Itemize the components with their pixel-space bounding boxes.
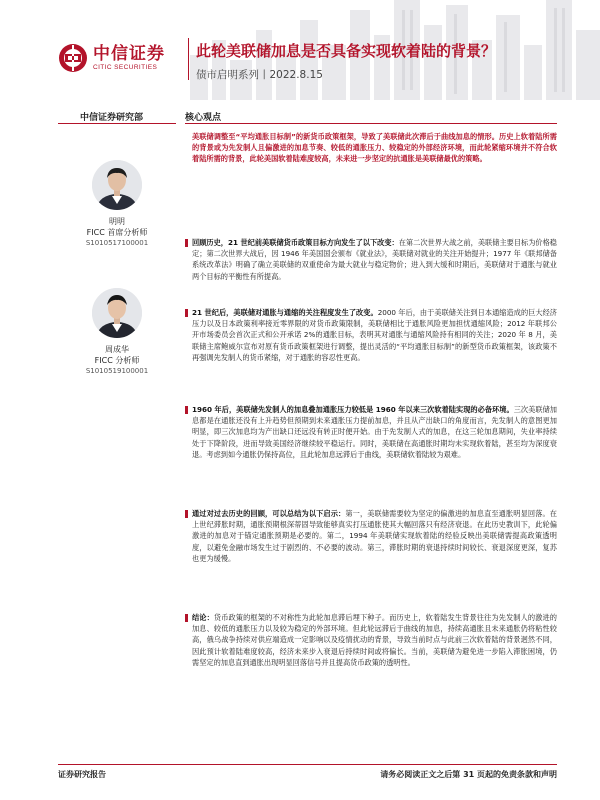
analyst-name: 明明: [109, 217, 125, 226]
analyst-role: FICC 首席分析师: [86, 228, 148, 237]
institute-label: 中信证券研究部: [80, 113, 144, 123]
key-point-lead: 结论：: [192, 613, 214, 622]
analyst-card: [58, 288, 176, 377]
main-rule: [185, 123, 557, 124]
key-point: [185, 237, 557, 282]
key-point: [185, 612, 557, 668]
analyst-role: FICC 分析师: [94, 356, 140, 365]
key-point-body: 在第二次世界大战之前，美联储主要目标为价格稳定；第二次世界大战后，因 1946 年美国国会颁布《就业法》，美联储对就业的关注开始提升；1977 年《联邦储备系统改革法》明确了确立美联储的双重使命为最大就业与稳定物价；进入到大缓和时期后，美联储对于通胀与就业两个目标的平衡性有所提高。: [192, 238, 557, 281]
key-point-body: 三次美联储加息都是在通胀还没有上升趋势但预期到未来通胀压力提前加息，并且从产出缺口的角度而言，先发制人的意图更加明显，即三次加息均为产出缺口还远没有转正时便开始。由于先发制人式的加息，在这三轮加息期间，失业率持续处于下降阶段，进而导致美国经济继续较平稳运行。同时，美联储在高通胀时期均未实现软着陆，甚至均为深度衰退。考虑到如今通胀仍保持高位，且此轮加息远滞后于曲线，美联储软着陆较为艰难。: [192, 405, 557, 459]
analyst-card: [58, 160, 176, 249]
key-point-lead: 通过对过去历史的回顾，可以总结为以下启示：: [192, 509, 346, 518]
key-point-body: 2000 年后，由于美联储关注到日本通缩造成的巨大经济压力以及日本政策利率接近零界限的对货币政策限制，美联储相比于通胀风险更加担忧通缩风险；2012 年联邦公开市场委员会首次正式和公开承诺 2%的通胀目标，表明其对通胀与通缩风险持有相同的关注；2020 年 8 月，美联储主席鲍威尔宣布对原有货币政策框架进行调整，提出灵活的“平均通胀目标制”的新型货币政策框架，该政策不再强调先发制人的货币紧缩，对于通胀的容忍性更高。: [192, 308, 557, 362]
key-point: [185, 307, 557, 363]
citic-logo-icon: [58, 43, 88, 73]
footer-disclaimer-note: 请务必阅读正文之后第 31 页起的免责条款和声明: [380, 770, 557, 779]
avatar: [92, 288, 142, 338]
sidebar-rule: [58, 123, 176, 124]
report-title: 此轮美联储加息是否具备实现软着陆的背景？: [196, 42, 497, 60]
key-point: [185, 508, 557, 564]
logo-chinese-name: 中信证券: [93, 43, 165, 64]
key-point-lead: 1960 年后，美联储先发制人的加息叠加通胀压力较低是 1960 年以来三次软着陆实现的必备环境。: [192, 405, 514, 414]
analyst-name: 周成华: [105, 345, 129, 354]
bullet-marker: [185, 614, 188, 622]
key-point-lead: 回顾历史，21 世纪前美联储货币政策目标方向发生了以下改变：: [192, 238, 399, 247]
citic-logo: [58, 40, 188, 76]
bullet-marker: [185, 309, 188, 317]
footer-report-type: 证券研究报告: [58, 770, 106, 779]
person-icon: [92, 288, 142, 338]
avatar: [92, 160, 142, 210]
bullet-marker: [185, 510, 188, 518]
key-point-body: 货币政策的框架的不对称性为此轮加息滞后埋下种子。而历史上，软着陆发生背景往往为先发制人的激进的加息、较低的通胀压力以及较为稳定的外部环境。但此轮远滞后于曲线的加息，持续高通胀且未来通胀仍将粘性较高，俄乌战争持续对供应端造成一定影响以及疫情扰动的背景，导致当前时点与此前三次软着陆的背景迥然不同，因此预计软着陆难度较高，经济未来步入衰退后持续时间或将偏长。当前，美联储为避免进一步陷入滞胀困境，仍需坚定的加息直到通胀出现明显回落信号并且提高货币政策的透明性。: [192, 613, 557, 667]
report-header: [0, 0, 600, 100]
core-summary: 美联储调整至“平均通胀目标制”的新货币政策框架，导致了美联储此次滞后于曲线加息的情形。历史上软着陆所需的背景或为先发制人且偏激进的加息节奏、较低的通胀压力、较稳定的外部经济环境，而此轮紧缩环境并不符合软着陆所需的背景，此轮美国软着陆难度较高，未来进一步坚定的抗通胀是美联储最优的策略。: [192, 132, 557, 164]
core-view-label: 核心观点: [185, 113, 222, 123]
report-series-date: 债市启明系列丨2022.8.15: [196, 69, 323, 81]
key-point: [185, 404, 557, 460]
logo-english-name: CITIC SECURITIES: [93, 63, 158, 71]
key-point-lead: 21 世纪后，美联储对通胀与通缩的关注程度发生了改变。: [192, 308, 378, 317]
footer-rule: [58, 764, 557, 765]
key-point-body: 第一，美联储需要较为坚定的偏激进的加息直至通胀明显回落。在上世纪滞胀时期，通胀预期根深蒂固导致能够真实打压通胀使其大幅回落只有经济衰退。在此历史教训下，此轮偏激进的加息对于锚定通胀预期是必要的。第二，1994 年美联储实现软着陆的经验反映出美联储需提高政策透明度，以避免金融市场发生过于剧烈的、不必要的波动。第三，滞胀时期的衰退持续时间较长、衰退深度更深，复苏也更为缓慢。: [192, 509, 557, 563]
bullet-marker: [185, 406, 188, 414]
person-icon: [92, 160, 142, 210]
analyst-license-id: S1010519100001: [85, 367, 149, 375]
analyst-license-id: S1010517100001: [85, 239, 149, 247]
header-divider: [188, 38, 189, 80]
bullet-marker: [185, 239, 188, 247]
